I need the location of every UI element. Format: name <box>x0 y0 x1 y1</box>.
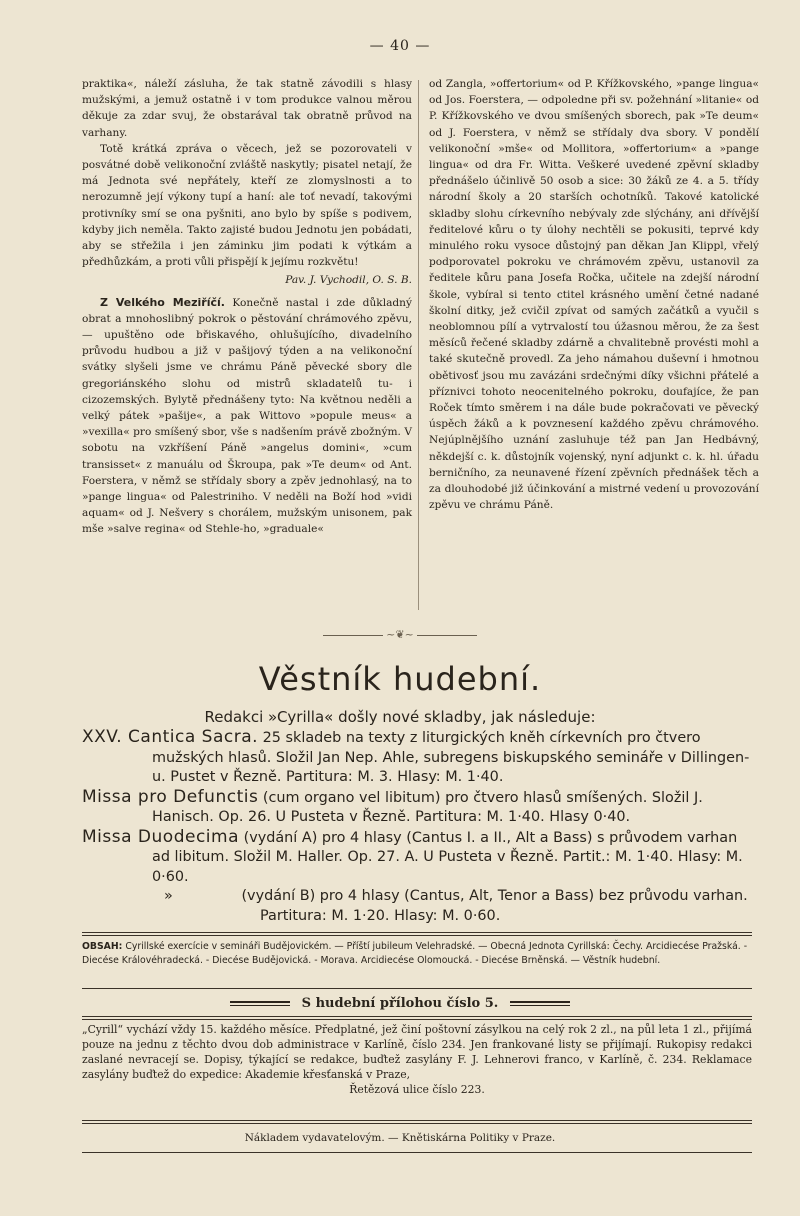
rule-above-obsah <box>82 932 752 936</box>
ornament-glyph: ~❦~ <box>386 628 414 641</box>
rule-below-obsah <box>82 988 752 989</box>
vestnik-intro: Redakci »Cyrilla« došly nové skladby, jak následuje: <box>204 708 596 726</box>
entry-missa-duodecima-a <box>82 828 752 888</box>
entry-text: (vydání A) pro 4 hlasy (Cantus I. a II., Alt a Bass) s průvodem varhan ad libitum. Složil M. Haller. Op. 27. A. U Pusteta v Řezně. Partit.: M. 1·40. Hlasy: M. 0·60. <box>152 829 743 885</box>
entry-missa-duodecima-b <box>82 887 752 926</box>
left-paragraph-3 <box>82 295 412 538</box>
entry-text: (cum organo vel libitum) pro čtvero hlasů smíšených. Složil J. Hanisch. Op. 26. U Pusteta v Řezně. Partitura: M. 1·40. Hlasy 0·40. <box>152 789 703 825</box>
supplement-bar-right <box>510 1001 570 1006</box>
table-of-contents <box>82 940 752 968</box>
rule-below-footer <box>82 1152 752 1153</box>
entry-heading: Missa pro Defunctis <box>82 786 259 807</box>
article-signature: Pav. J. Vychodil, O. S. B. <box>285 274 412 287</box>
obsah-text: Cyrillské exercície v semináři Budějovickém. — Příští jubileum Velehradské. — Obecná Jednota Cyrillská: Čechy. Arcidiecése Pražská. - Diecése Královéhradecká. - Diecése Budějovická. - Morava. Arcidiecése Olomoucká. - Diecése Brněnská. — Věstník hudební. <box>82 941 748 966</box>
footer-imprint: Nákladem vydavatelovým. — Knětiskárna Politiky v Praze. <box>244 1132 556 1144</box>
ornament-line-left <box>323 635 383 636</box>
entry-text: (vydání B) pro 4 hlasy (Cantus, Alt, Tenor a Bass) bez průvodu varhan. Partitura: M. 1·20. Hlasy: M. 0·60. <box>241 888 748 924</box>
ditto-mark: » <box>164 888 173 904</box>
ornament-divider <box>0 628 800 641</box>
publication-info <box>82 1022 752 1097</box>
entry-heading: Missa Duodecima <box>82 826 239 847</box>
obsah-label: OBSAH: <box>82 941 123 952</box>
column-divider-line <box>418 80 419 610</box>
supplement-text: S hudební přílohou číslo 5. <box>301 996 499 1011</box>
left-paragraph-2: Totě krátká zpráva o věcech, jež se pozorovateli v posvátné době velikonoční zvláště naskytly; pisatel netají, že má Jednota své nepřátely, kteří ze zlomyslnosti a to nerozumně její výkony tupí a haní: ale toť nevadí, takovými protivníky smí se ona pyšniti, ano bylo by spíše s podivem, kdyby jich neměla. Takto zajisté budou Jednotu jen pobádati, aby se střežila i jen záminku jim podati k výtkám a předhůzkám, a proti vůli přispějí k jejímu rozkvětu! <box>82 142 412 269</box>
supplement-notice <box>0 996 800 1011</box>
section-title-vestnik: Věstník hudební. <box>258 660 542 698</box>
entry-missa-pro-defunctis <box>82 788 752 828</box>
entry-text: 25 skladeb na texty z liturgických kněh církevních pro čtvero mužských hlasů. Složil Jan Nep. Ahle, subregens biskupského semináře v Dillingen-u. Pustet v Řezně. Partitura: M. 3. Hlasy: M. 1·40. <box>152 730 750 785</box>
supplement-bar-left <box>230 1001 290 1006</box>
rule-above-info <box>82 1016 752 1020</box>
page-number: — 40 — <box>369 38 431 54</box>
right-paragraph-1: od Zangla, »offertorium« od P. Křížkovského, »pange lingua« od Jos. Foerstera, — odpoledne při sv. požehnání »litanie« od P. Křížkovského ve dvou smíšených sborech, pak »Te deum« od J. Foerstera, v němž se střídaly dva sbory. V pondělí velikonoční »mše« od Mollitora, »offertorium« a »pange lingua« od dra Fr. Witta. Veškeré uvedené zpěvní skladby přednášelo účinlivě 50 osob a sice: 30 žáků ze 4. a 5. třídy národní školy a 20 starších ochotníků. Takové katolické skladby slohu církevního nebývaly zde slýchány, ani dřívější ředitelové kůru o ty úlohy nechtěli se pokusiti, teprvé kdy minulého roku vysoce důstojný pan děkan Jan Klippl, vřelý podporovatel pokroku ve chrámovém zpěvu, ustanovil za ředitele kůru pana Josefa Ročka, učitele na zdejší národní škole, vybíral si tento ctitel krásného umění četné nadané školní ditky, jež cvičil zpívat od samých začátků a vyučil s neoblomnou pílí a vytrvalostí tou úžasnou měrou, že za šest měsíců řečené skladby zdárně a chvalitebně provésti mohl a také skutečně provedl. Za jeho námahou duševní i hmotnou obětivosť jsou mu zavázáni srdečnými díky všichni přátelé a příznivci tohoto neocenitelného pokroku, doufajíce, že pan Roček tímto směrem i na dále bude pokračovati ve pěvecký úspěch žáků a k povznesení každého zpěvu chrámového. Nejúplnějšího uznání zasluhuje též pan Jan Hedbávný, někdejší c. k. důstojník vojenský, nyní adjunkt c. k. hl. úřadu berničního, za neunavené řízení zpěvních přednášek těch a za dlouhodobé již účinkování a mistrné vedení u provozování zpěvu ve chrámu Páně. <box>429 78 759 512</box>
publication-address: Řetězová ulice číslo 223. <box>349 1083 485 1096</box>
entry-cantica-sacra <box>82 728 752 788</box>
publication-info-text: „Cyrill“ vychází vždy 15. každého měsíce. Předplatné, jež činí poštovní zásylkou na celý rok 2 zl., na půl leta 1 zl., přijímá pouze na jednu z těchto dvou dob administrace v Karlíně, číslo 234. Jen frankované listy se přijímají. Rukopisy redakci zaslané nevracejí se. Dopisy, týkající se redakce, buďtež zasylány F. J. Lehnerovi franco, v Karlíně, č. 234. Reklamace zasylány buďtež do expedice: Akademie křesťanská v Praze, <box>82 1023 752 1081</box>
left-column <box>82 76 412 538</box>
rule-above-footer <box>82 1120 752 1124</box>
vestnik-entries <box>82 728 752 926</box>
left-paragraph-3-text: Konečně nastal i zde důkladný obrat a mnohoslibný pokrok o pěstování chrámového zpěvu, — upuštěno ode břiskavého, ohlušujícího, divadelního průvodu hudbou a již v pašijový týden a na velikonoční svátky slyšeli jsme ve chrámu Páně pěvecké sbory dle gregoriánského slohu od mistrů skladatelů tu- i cizozemských. Bylytě přednášeny tyto: Na květnou neděli a velký pátek »pašije«, a pak Wittovo »popule meus« a »vexilla« pro smíšený sbor, vše s nadšením právě zbožným. V sobotu na vzkříšení Páně »angelus domini«, »cum transisset« z manuálu od Škroupa, pak »Te deum« od Ant. Foerstera, v němž se střídaly sbory a zpěv jednohlasý, na to »pange lingua« od Palestriniho. V neděli na Boží hod »vidi aquam« od J. Nešvery s chorálem, mužským unisonem, pak mše »salve regina« od Stehle-ho, »graduale« <box>82 296 412 536</box>
section-heading-velke-mezirici: Z Velkého Meziříčí. <box>100 295 225 309</box>
ornament-line-right <box>417 635 477 636</box>
left-paragraph-1: praktika«, náleží zásluha, že tak statně závodili s hlasy mužskými, a jemuž ostatně i v tom produkce valnou měrou děkuje za zdar svuj, že obstarával tak obratně průvod na varhany. <box>82 78 412 139</box>
right-column <box>429 76 759 513</box>
entry-heading: XXV. Cantica Sacra. <box>82 727 259 747</box>
